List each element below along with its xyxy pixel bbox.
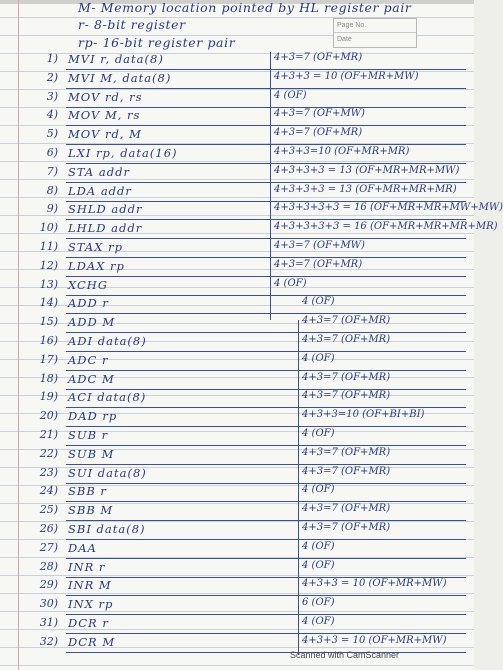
cycle-text: 4 (OF) xyxy=(302,540,335,552)
page-no-label: Page No. xyxy=(334,19,416,33)
cycle-text: 4+3=7 (OF+MR) xyxy=(274,127,363,139)
instruction-text: SHLD addr xyxy=(68,202,143,217)
table-row xyxy=(39,446,460,467)
cycle-text: 4+3=7 (OF+MR) xyxy=(302,334,391,345)
cycle-text: 4 (OF) xyxy=(302,616,335,627)
instruction-text: ADI data(8) xyxy=(68,334,147,348)
scanner-watermark: Scanned with CamScanner xyxy=(290,650,400,660)
instruction-text: MVI M, data(8) xyxy=(68,70,172,85)
row-number: 4) xyxy=(46,108,58,122)
table-row xyxy=(46,202,503,222)
table-row xyxy=(39,484,460,504)
row-number: 16) xyxy=(39,334,58,347)
instruction-text: SBI data(8) xyxy=(68,522,146,536)
cycle-text: 4+3=7 (OF+MR) xyxy=(302,503,391,515)
cycle-text: 4+3=7 (OF+MR) xyxy=(274,258,363,270)
cycle-text: 4 (OF) xyxy=(274,277,307,289)
table-row xyxy=(39,277,460,298)
table-row xyxy=(39,578,460,598)
table-row xyxy=(39,409,460,429)
row-number: 24) xyxy=(39,484,58,498)
instruction-text: LDA addr xyxy=(68,183,132,198)
row-number: 3) xyxy=(46,89,58,103)
table-row xyxy=(39,221,498,241)
instruction-text: INX rp xyxy=(68,597,114,612)
row-number: 13) xyxy=(39,277,58,291)
cycle-text: 4+3+3+3 = 13 (OF+MR+MR+MW) xyxy=(274,164,460,176)
cycle-text: 4 (OF) xyxy=(302,559,335,571)
row-number: 26) xyxy=(39,522,58,535)
cycle-text: 4+3+3 = 10 (OF+MR+MW) xyxy=(274,70,419,82)
row-number: 19) xyxy=(39,390,58,404)
instruction-text: LHLD addr xyxy=(68,221,143,236)
cycle-text: 4 (OF) xyxy=(302,352,335,364)
cycle-text: 4+3+3+3 = 13 (OF+MR+MR+MR) xyxy=(274,183,457,195)
cycle-text: 4+3=7 (OF+MW) xyxy=(274,240,365,251)
table-row xyxy=(39,465,460,486)
instruction-text: MOV M, rs xyxy=(68,108,141,123)
cycle-text: 4+3=7 (OF+MR) xyxy=(302,522,391,533)
instruction-text: STA addr xyxy=(68,164,130,179)
instruction-text: ADD M xyxy=(68,315,116,330)
row-number: 20) xyxy=(39,409,58,423)
cycle-text: 4+3=7 (OF+MR) xyxy=(274,52,363,63)
header-line-1: M- Memory location pointed by HL register pair xyxy=(78,0,412,15)
cycle-text: 4+3=7 (OF+MR) xyxy=(302,446,391,458)
table-row xyxy=(39,296,460,316)
table-row xyxy=(39,616,460,636)
cycle-text: 4+3=7 (OF+MR) xyxy=(302,465,391,477)
table-row xyxy=(46,164,460,185)
header-line-3: rp- 16-bit register pair xyxy=(78,35,236,50)
table-row xyxy=(39,540,460,561)
instruction-text: ADC M xyxy=(68,371,115,386)
table-row xyxy=(46,70,460,91)
cycle-text: 4+3+3 = 10 (OF+MR+MW) xyxy=(302,634,447,646)
instruction-text: SBB r xyxy=(68,484,107,499)
instruction-text: SUB r xyxy=(68,428,109,442)
row-number: 14) xyxy=(39,296,58,310)
instruction-text: MOV rd, rs xyxy=(68,89,143,104)
row-number: 7) xyxy=(46,164,58,178)
table-row xyxy=(39,390,460,410)
row-number: 9) xyxy=(46,202,58,216)
instruction-text: DCR r xyxy=(68,616,109,630)
cycle-text: 4+3+3=10 (OF+MR+MR) xyxy=(274,146,410,157)
instruction-text: SBB M xyxy=(68,503,114,518)
table-row xyxy=(39,597,460,617)
row-number: 23) xyxy=(39,465,58,479)
row-number: 15) xyxy=(39,315,58,329)
table-row xyxy=(39,559,460,580)
header-line-2: r- 8-bit register xyxy=(78,17,186,32)
instruction-text: ADC r xyxy=(68,352,109,367)
row-number: 11) xyxy=(39,240,58,253)
table-row xyxy=(39,522,460,542)
table-row xyxy=(46,183,460,204)
date-label: Date xyxy=(337,36,352,43)
instruction-table xyxy=(39,52,503,652)
cycle-text: 4 (OF) xyxy=(274,89,307,101)
cycle-text: 4+3=7 (OF+MR) xyxy=(302,390,391,402)
instruction-text: ADD r xyxy=(68,296,109,311)
cycle-text: 4 (OF) xyxy=(302,296,335,308)
cycle-text: 4+3+3+3+3 = 16 (OF+MR+MR+MW+MW) xyxy=(274,202,503,214)
table-row xyxy=(46,146,460,166)
instruction-text: INR r xyxy=(68,559,106,574)
row-number: 10) xyxy=(39,221,58,235)
table-row xyxy=(39,352,460,373)
instruction-text: SUB M xyxy=(68,446,115,461)
row-number: 28) xyxy=(39,559,58,573)
table-row xyxy=(39,428,460,448)
table-row xyxy=(39,371,460,392)
row-number: 12) xyxy=(39,258,58,272)
cycle-text: 4+3=7 (OF+MW) xyxy=(274,108,365,120)
table-row xyxy=(46,127,460,147)
instruction-text: DAD rp xyxy=(68,409,118,424)
table-row xyxy=(39,240,460,260)
table-row xyxy=(39,634,460,655)
row-number: 30) xyxy=(39,597,58,611)
page-date-box xyxy=(333,18,417,48)
row-number: 25) xyxy=(39,503,58,517)
table-row xyxy=(46,89,460,110)
row-number: 1) xyxy=(46,52,58,65)
row-number: 21) xyxy=(39,428,58,441)
row-number: 17) xyxy=(39,352,58,366)
table-row xyxy=(39,334,460,354)
instruction-text: XCHG xyxy=(68,277,108,292)
row-number: 18) xyxy=(39,371,58,385)
table-row xyxy=(39,315,460,335)
row-number: 8) xyxy=(46,183,58,197)
row-number: 27) xyxy=(39,540,58,554)
instruction-text: MVI r, data(8) xyxy=(68,52,164,66)
instruction-text: ACI data(8) xyxy=(68,390,147,405)
table-row xyxy=(39,258,460,279)
cycle-text: 4+3=7 (OF+MR) xyxy=(302,371,391,383)
instruction-text: DCR M xyxy=(68,634,116,649)
cycle-text: 4+3+3+3+3 = 16 (OF+MR+MR+MR+MR) xyxy=(274,221,498,233)
instruction-text: STAX rp xyxy=(68,240,123,254)
table-row xyxy=(39,503,460,523)
cycle-text: 4+3+3=10 (OF+BI+BI) xyxy=(302,409,425,421)
cycle-text: 4 (OF) xyxy=(302,484,335,496)
instruction-text: LXI rp, data(16) xyxy=(68,146,178,160)
row-separator xyxy=(66,652,466,653)
row-number: 32) xyxy=(39,634,58,648)
row-number: 2) xyxy=(46,70,58,84)
cycle-text: 4 (OF) xyxy=(302,428,335,439)
cycle-text: 4+3=7 (OF+MR) xyxy=(302,315,391,327)
row-number: 31) xyxy=(39,616,58,629)
table-row xyxy=(46,108,460,128)
row-number: 5) xyxy=(46,127,58,141)
row-number: 29) xyxy=(39,578,58,592)
cycle-text: 4+3+3 = 10 (OF+MR+MW) xyxy=(302,578,447,590)
instruction-text: LDAX rp xyxy=(68,258,125,273)
instruction-text: DAA xyxy=(68,540,97,555)
instruction-text: INR M xyxy=(68,578,112,593)
cycle-text: 6 (OF) xyxy=(302,597,335,609)
row-number: 22) xyxy=(39,446,58,460)
row-number: 6) xyxy=(46,146,58,159)
instruction-text: SUI data(8) xyxy=(68,465,147,480)
table-row xyxy=(46,52,460,72)
instruction-text: MOV rd, M xyxy=(68,127,142,142)
